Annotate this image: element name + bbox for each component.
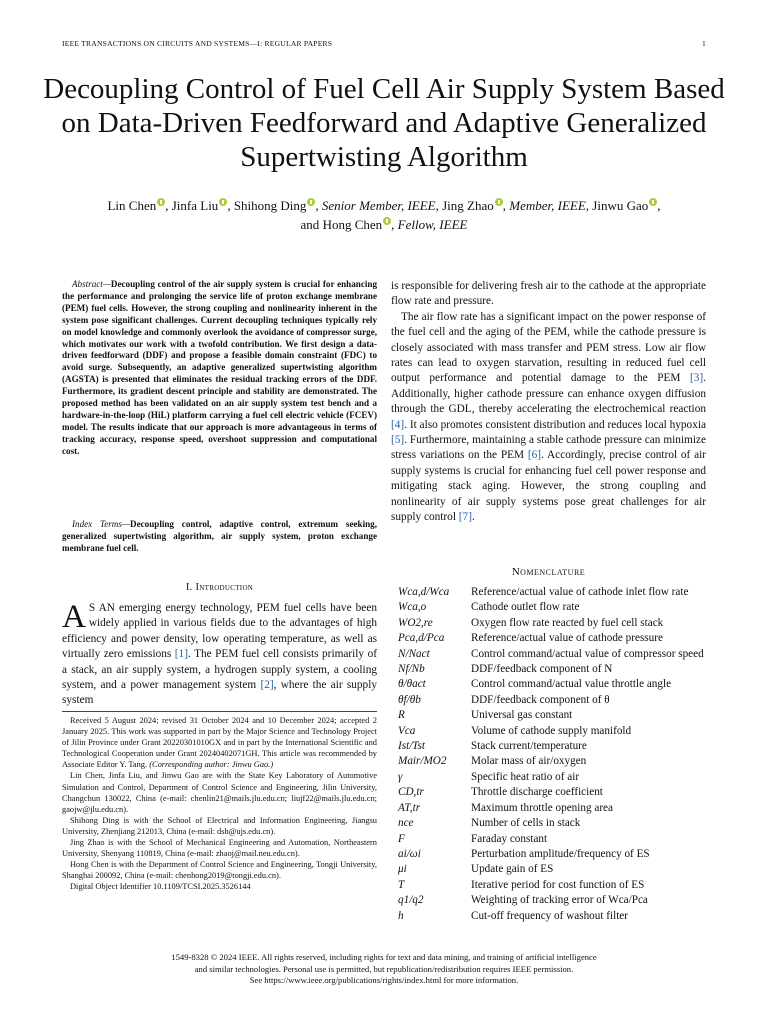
nomenclature-row: [398, 662, 708, 677]
doi: Digital Object Identifier 10.1109/TCSI.2025.3526144: [70, 882, 251, 892]
orcid-icon[interactable]: [495, 198, 503, 206]
drop-cap: A: [62, 599, 86, 635]
nomenclature-symbol: nce: [398, 817, 414, 830]
nomenclature-row: [398, 754, 708, 769]
right-column-text: [391, 279, 706, 526]
nomenclature-symbol: Wca,o: [398, 601, 427, 614]
citation-link[interactable]: [6]: [527, 449, 542, 462]
text-run: The air flow rate has a significant impact on the power response of the fuel cell and the aging of the PEM, while the cathode pressure is closely associated with mass transfer and PEM stress. Low air flow rates can lead to oxygen starvation, resulting in reduced fuel cell output performance and potential damage to the PEM: [391, 310, 706, 385]
footnote-received: Received 5 August 2024; revised 31 October 2024 and 10 December 2024; accepted 2 January 2025. This work was supported in part by the Major Science and Technology Project of Jilin Province under Grant 20220301010GX and in part by the International Scientific and Technological Cooperation under Grant 20240402071GH. This article was recommended by Associate Editor Y. Tang.: [62, 716, 377, 770]
citation-link[interactable]: [3]: [689, 372, 704, 385]
author-name: Lin Chen: [107, 198, 157, 213]
nomenclature-row: [398, 585, 708, 600]
nomenclature-definition: Update gain of ES: [471, 863, 554, 876]
nomenclature-symbol: N/Nact: [398, 647, 430, 660]
nomenclature-definition: Faraday constant: [471, 832, 548, 845]
intro-text: emerging energy technology, PEM fuel cells have been widely applied in various fields due to the advantages of high efficiency and power density, low operating temperature, as well as virtually zero emissions: [62, 602, 377, 661]
nomenclature-definition: Volume of cathode supply manifold: [471, 724, 632, 737]
nomenclature-symbol: Vca: [398, 724, 416, 737]
footnote: [62, 715, 377, 770]
nomenclature-definition: Perturbation amplitude/frequency of ES: [471, 847, 650, 860]
section-heading: [62, 582, 377, 594]
citation-link[interactable]: [2]: [260, 679, 274, 692]
nomenclature-row: [398, 677, 708, 692]
nomenclature-row: [398, 616, 708, 631]
author-list: Lin Chen , Jinfa Liu , Shihong Ding , Senior Member, IEEE, Jing Zhao , Member, IEEE, Jinwu Gao , and Hong Chen , Fellow, IEEE: [107, 198, 661, 232]
text-run: .: [471, 511, 475, 524]
nomenclature-row: [398, 878, 708, 893]
text-run: . Furthermore, maintaining a stable cathode pressure can minimize stress variations on the PEM: [391, 434, 706, 462]
author-name: Jinwu Gao: [592, 198, 649, 213]
nomenclature-definition: Number of cells in stack: [471, 817, 581, 830]
nomenclature-definition: Specific heat ratio of air: [471, 770, 580, 783]
nomenclature-row: [398, 847, 708, 862]
journal-name: IEEE TRANSACTIONS ON CIRCUITS AND SYSTEMS—I: REGULAR PAPERS: [62, 39, 333, 48]
intro-lead: S AN: [88, 602, 115, 614]
footnote: Shihong Ding is with the School of Electrical and Information Engineering, Jiangsu University, Zhenjiang 212013, China (e-mail: dsh@ujs.edu.cn).: [62, 815, 377, 836]
orcid-icon[interactable]: [649, 198, 657, 206]
copyright-line: See https://www.ieee.org/publications/rights/index.html for more information.: [249, 975, 519, 986]
orcid-icon[interactable]: [157, 198, 165, 206]
nomenclature-definition: Iterative period for cost function of ES: [471, 878, 645, 891]
nomenclature-row: [398, 724, 708, 739]
nomenclature-row: [398, 801, 708, 816]
author-role: Fellow, IEEE: [397, 217, 468, 232]
nomenclature-definition: Stack current/temperature: [471, 740, 587, 753]
nomenclature-symbol: F: [398, 832, 405, 845]
intro-text: , where the air supply system: [62, 679, 377, 707]
footnotes: [62, 715, 377, 893]
nomenclature-symbol: h: [398, 909, 404, 922]
abstract-text: Decoupling control of the air supply system is crucial for enhancing the performance and prolonging the service life of proton exchange membrane (PEM) fuel cells. However, the strong coupling and nonlinearity inherent in the system pose significant challenges. Current decoupling techniques typically rely on model knowledge and commonly overlook the avoidance of compressor surge, which motivates our work with a twofold contribution. We first design a data-driven feedforward (DDF) and propose a feasible domain constraint (FDC) to avoid surge. Subsequently, an adaptive generalized supertwisting algorithm (AGSTA) is presented that eliminates the residual tracking errors of the DDF. Furthermore, its gradient descent principle and stability are demonstrated. The proposed method has been validated on an air supply system test bench and a hardware-in-the-loop (HiL) platform carrying a fuel cell electric vehicle (FCEV) model. The results indicate that our approach is more advantageous in terms of tracking accuracy, response speed, overshoot suppression and computational cost.: [62, 279, 377, 456]
nomenclature-definition: Oxygen flow rate reacted by fuel cell stack: [471, 616, 664, 629]
section-number: I.: [185, 582, 193, 593]
nomenclature-symbol: θf/θb: [398, 693, 421, 706]
citation-link[interactable]: [5]: [391, 434, 405, 447]
nomenclature-symbol: Ist/Tst: [398, 740, 425, 753]
nomenclature-symbol: γ: [398, 770, 403, 783]
nomenclature-definition: Throttle discharge coefficient: [471, 786, 603, 799]
nomenclature-symbol: T: [398, 878, 405, 891]
abstract-label: Abstract—: [72, 279, 111, 289]
citation-link[interactable]: [7]: [458, 511, 472, 524]
nomenclature-symbol: Wca,d/Wca: [398, 586, 450, 598]
footnote-divider: [62, 711, 377, 712]
nomenclature-row: [398, 862, 708, 877]
nomenclature-definition: Cut-off frequency of washout filter: [471, 909, 628, 922]
nomenclature-title: Nomenclature: [511, 566, 586, 578]
orcid-icon[interactable]: [307, 198, 315, 206]
nomenclature-definition: Reference/actual value of cathode pressure: [471, 632, 663, 645]
footnote: Lin Chen, Jinfa Liu, and Jinwu Gao are with the State Key Laboratory of Automotive Simulation and Control, Department of Control Science and Engineering, Jilin University, Changchun 130022, China (e-mail: chenlin21@mails.jlu.edu.cn; liujf22@mails.jlu.edu.cn; gaojw@jlu.edu.cn).: [62, 771, 377, 814]
nomenclature-definition: Weighting of tracking error of Wca/Pca: [471, 894, 648, 907]
nomenclature-symbol: R: [398, 709, 405, 722]
nomenclature-symbol: ai/ωi: [398, 847, 421, 860]
footnote: Jing Zhao is with the School of Mechanical Engineering and Automation, Northeastern University, Shenyang 110819, China (e-mail: zhaoj@mail.neu.edu.cn).: [62, 838, 377, 859]
nomenclature-symbol: AT,tr: [398, 801, 421, 814]
nomenclature-symbol: Mair/MO2: [398, 755, 447, 768]
nomenclature-row: [398, 832, 708, 847]
author-name: Shihong Ding: [233, 198, 307, 213]
index-terms-text: Decoupling control, adaptive control, extremum seeking, generalized supertwisting algorithm, air supply system, proton exchange membrane fuel cell.: [62, 519, 377, 553]
text-run: . It also promotes consistent distribution and reduces local hypoxia: [404, 418, 707, 431]
copyright-notice: [62, 952, 706, 987]
orcid-icon[interactable]: [383, 217, 391, 225]
paragraph: [391, 310, 706, 526]
page-number: 1: [702, 39, 706, 48]
nomenclature-row: [398, 785, 708, 800]
paper-title: Decoupling Control of Fuel Cell Air Supply System Based on Data-Driven Feedforward and Adaptive Generalized Supertwisting Algorithm: [43, 73, 725, 173]
text-run: . Accordingly, precise control of air supply systems is crucial for enhancing fuel cell power response and mitigating stack aging. However, the strong coupling and nonlinearity of air supply systems pose great challenges for air supply control: [391, 449, 706, 524]
copyright-line: 1549-8328 © 2024 IEEE. All rights reserved, including rights for text and data mining, and training of artificial intelligence: [171, 952, 597, 962]
nomenclature-row: [398, 909, 708, 924]
nomenclature-row: [398, 708, 708, 723]
nomenclature-definition: Maximum throttle opening area: [471, 801, 613, 814]
nomenclature-definition: Control command/actual value throttle angle: [471, 678, 672, 691]
author-name: Jing Zhao: [442, 198, 494, 213]
nomenclature-row: [398, 893, 708, 908]
intro-paragraph: [62, 601, 377, 709]
citation-link[interactable]: [1]: [174, 648, 188, 661]
nomenclature-definition: DDF/feedback component of θ: [471, 693, 610, 706]
author-conjunction: and: [300, 217, 320, 232]
footnote-corresponding: (Corresponding author: Jinwu Gao.): [149, 760, 274, 770]
author-role: Senior Member, IEEE: [321, 198, 436, 213]
index-terms: [62, 519, 377, 555]
nomenclature-symbol: Pca,d/Pca: [398, 632, 445, 645]
nomenclature-definition: Universal gas constant: [471, 709, 573, 722]
abstract: [62, 279, 377, 458]
nomenclature-definition: Molar mass of air/oxygen: [471, 755, 587, 768]
nomenclature-row: [398, 631, 708, 646]
nomenclature-row: [398, 693, 708, 708]
footnote: Hong Chen is with the Department of Control Science and Engineering, Tongji University, Shanghai 200092, China (e-mail: chenhong2019@tongji.edu.cn).: [62, 860, 377, 881]
nomenclature-row: [398, 770, 708, 785]
author-role: Member, IEEE: [509, 198, 586, 213]
index-terms-label: Index Terms—: [72, 519, 131, 529]
paragraph: is responsible for delivering fresh air to the cathode at the appropriate flow rate and pressure.: [391, 280, 706, 308]
nomenclature-symbol: q1/q2: [398, 894, 424, 907]
nomenclature-symbol: WO2,re: [398, 616, 433, 629]
section-title: Introduction: [195, 582, 254, 593]
citation-link[interactable]: [4]: [391, 418, 405, 431]
nomenclature-symbol: θ/θact: [398, 678, 426, 691]
nomenclature-list: [398, 585, 708, 924]
copyright-line: and similar technologies. Personal use is permitted, but republication/redistribution requires IEEE permission.: [194, 963, 574, 974]
nomenclature-definition: Reference/actual value of cathode inlet flow rate: [471, 586, 689, 598]
nomenclature-definition: DDF/feedback component of N: [471, 663, 613, 676]
nomenclature-symbol: μi: [398, 863, 407, 876]
author-name: Jinfa Liu: [171, 198, 219, 213]
nomenclature-symbol: Nf/Nb: [398, 663, 425, 676]
nomenclature-definition: Control command/actual value of compressor speed: [471, 647, 704, 660]
nomenclature-symbol: CD,tr: [398, 786, 424, 799]
nomenclature-row: [398, 600, 708, 615]
nomenclature-row: [398, 816, 708, 831]
text-run: . Additionally, higher cathode pressure can enhance oxygen diffusion through the GDL, thereby accelerating the electrochemical reaction: [391, 372, 706, 416]
intro-text: . The PEM fuel cell consists primarily of a stack, an air supply system, a hydrogen supply system, a cooling system, and a power management system: [62, 648, 377, 692]
author-name: Hong Chen: [322, 217, 383, 232]
nomenclature-definition: Cathode outlet flow rate: [471, 601, 580, 614]
running-header: [62, 39, 706, 48]
orcid-icon[interactable]: [219, 198, 227, 206]
nomenclature-row: [398, 647, 708, 662]
nomenclature-row: [398, 739, 708, 754]
